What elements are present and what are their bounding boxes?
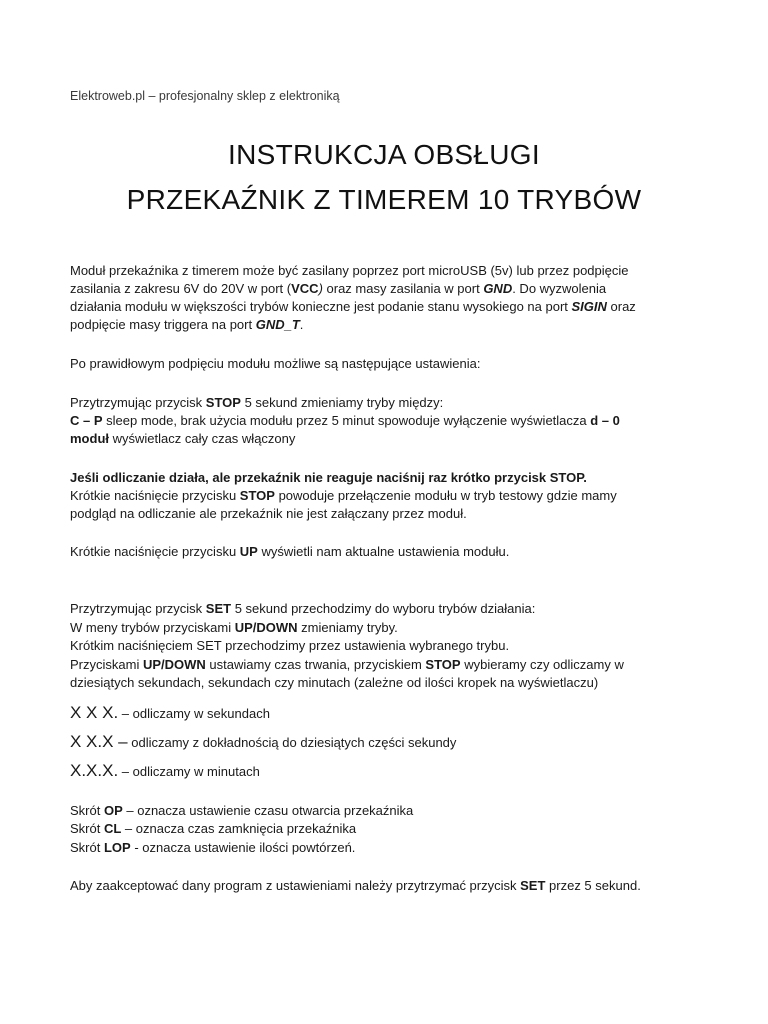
format-seconds: X X X. – odliczamy w sekundach	[70, 703, 270, 722]
title-line-2: PRZEKAŹNIK Z TIMEREM 10 TRYBÓW	[126, 184, 642, 215]
notice-bold: Jeśli odliczanie działa, ale przekaźnik nie reaguje naciśnij raz krótko przycisk STOP.	[70, 470, 587, 485]
intro-line-2: zasilania z zakresu 6V do 20V w port (VCC) oraz masy zasilania w port GND. Do wyzwolenia	[70, 281, 607, 296]
set-line-2: W meny trybów przyciskami UP/DOWN zmieniamy tryby.	[70, 620, 398, 635]
shortcut-lop: Skrót LOP - oznacza ustawienie ilości powtórzeń.	[70, 840, 356, 855]
stop-line-2: C – P sleep mode, brak użycia modułu przez 5 minut spowoduje wyłączenie wyświetlacza d – 0	[70, 413, 620, 428]
final-instruction: Aby zaakceptować dany program z ustawieniami należy przytrzymać przycisk SET przez 5 sekund.	[70, 878, 641, 893]
stop-line-1: Przytrzymując przycisk STOP 5 sekund zmieniamy tryby między:	[70, 395, 444, 410]
intro-line-1: Moduł przekaźnika z timerem może być zasilany poprzez port microUSB (5v) lub przez podpięcie	[70, 263, 629, 278]
title-line-1: INSTRUKCJA OBSŁUGI	[228, 139, 540, 170]
format-minutes: X.X.X. – odliczamy w minutach	[70, 761, 260, 780]
shortcut-cl: Skrót CL – oznacza czas zamknięcia przekaźnika	[70, 821, 357, 836]
store-header: Elektroweb.pl – profesjonalny sklep z elektroniką	[70, 89, 340, 103]
settings-intro: Po prawidłowym podpięciu modułu możliwe są następujące ustawienia:	[70, 356, 481, 371]
intro-line-3: działania modułu w większości trybów konieczne jest podanie stanu wysokiego na port SIGIN oraz	[70, 299, 636, 314]
set-line-5: dziesiątych sekundach, sekundach czy minutach (zależne od ilości kropek na wyświetlaczu)	[70, 675, 599, 690]
set-line-4: Przyciskami UP/DOWN ustawiamy czas trwania, przyciskiem STOP wybieramy czy odliczamy w	[70, 657, 624, 672]
notice-line-2: Krótkie naciśnięcie przycisku STOP powoduje przełączenie modułu w tryb testowy gdzie mamy	[70, 488, 617, 503]
intro-line-4: podpięcie masy triggera na port GND_T.	[70, 317, 304, 332]
notice-line-3: podgląd na odliczanie ale przekaźnik nie jest załączany przez moduł.	[70, 506, 467, 521]
set-line-1: Przytrzymując przycisk SET 5 sekund przechodzimy do wyboru trybów działania:	[70, 601, 536, 616]
shortcut-op: Skrót OP – oznacza ustawienie czasu otwarcia przekaźnika	[70, 803, 414, 818]
set-line-3: Krótkim naciśnięciem SET przechodzimy przez ustawienia wybranego trybu.	[70, 638, 510, 653]
stop-line-3: moduł wyświetlacz cały czas włączony	[70, 431, 296, 446]
format-tenths: X X.X – odliczamy z dokładnością do dziesiątych części sekundy	[70, 732, 457, 751]
up-button-line: Krótkie naciśnięcie przycisku UP wyświetli nam aktualne ustawienia modułu.	[70, 544, 510, 559]
